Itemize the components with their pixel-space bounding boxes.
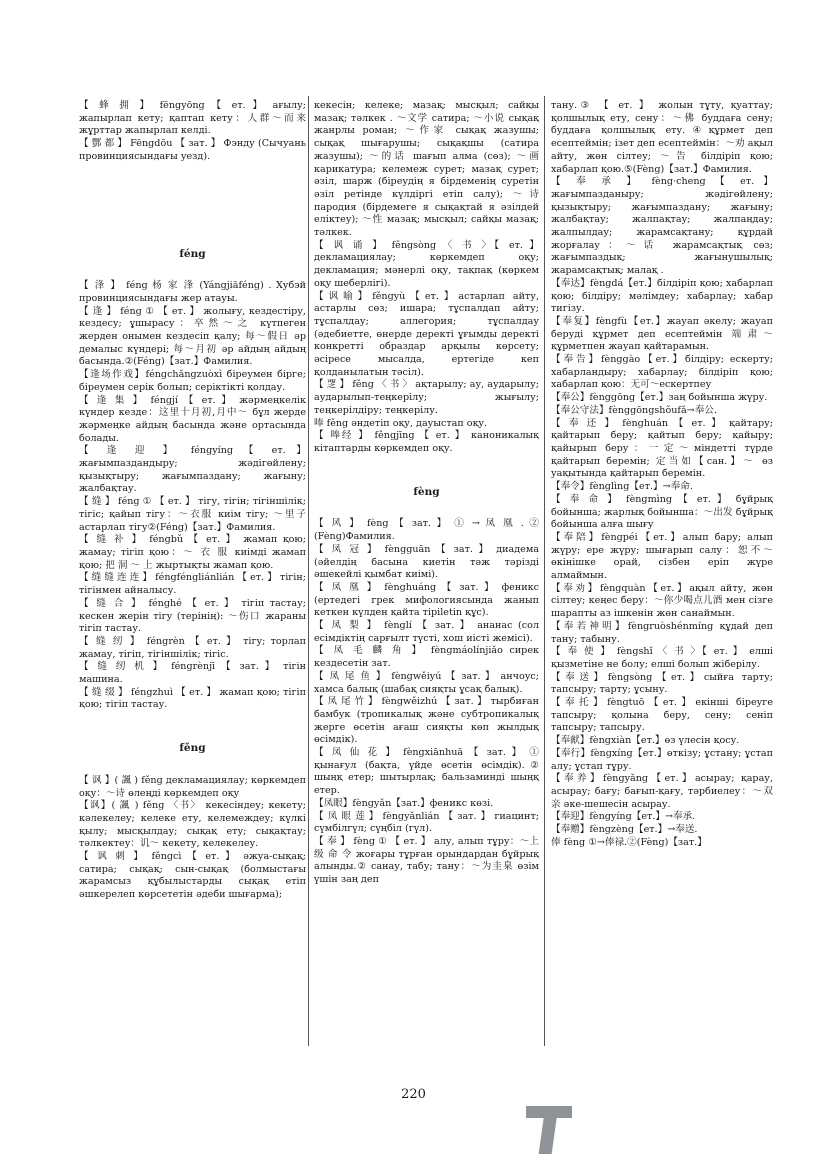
dictionary-entry: 【奉托】fèngtuō【ет.】екінші біреуге тапсыру; қолына беру, сену; сеніп тапсыру; тапсыру. (551, 697, 773, 734)
dictionary-entry: 【奉行】fèngxíng【ет.】өткізу; ұстану; ұстап алу; ұстап тұру. (551, 747, 773, 772)
dictionary-entry: тану.③ 【 ет. 】 жолын тұту, қуаттау; қолшылық ету, сену：～佛 буддаға сену; буддаға қолшылық ету.④құрмет деп есептеймін; ізет деп есептеймін：～劝 ақыл айту, жөн сілтеу; ～告 білдіріп қою; хабарлап қою.⑤(Fèng)【зат.】Фамилия. (551, 100, 773, 175)
dictionary-entry: 【 缝 缀 】 féngzhuì 【 ет. 】 жамап қою; тігіп қою; тігіп тастау. (79, 686, 306, 711)
entry-list (79, 280, 306, 712)
dictionary-entry: 【讽喻】fěngyù【ет.】астарлап айту, астарлы сөз; ишара; тұспалдап айту; тұспалдау; аллегория; тұспалдау (әдебиетте, өнерде деректі ұғымды деректі конкретті образдар арқылы көрсету; әсіресе мысалда, ертегіде кеп қолданылатын тәсіл). (314, 290, 539, 378)
column-3 (551, 100, 773, 849)
entry-list (314, 518, 539, 886)
entry-list (314, 100, 539, 456)
dictionary-entry: 【凤眼莲】fèngyǎnlián【зат.】гиацинт; сүмбілгүл; сүңбіл (гүл). (314, 810, 539, 835)
dictionary-entry: 【奉迎】fèngyíng【ет.】→奉承. (551, 811, 696, 823)
dictionary-entry: 【 奉 命 】 fèngmìng 【 ет. 】 бұйрық бойынша; жарлық бойынша：～出发 бұйрық бойынша алға шығу (551, 493, 773, 531)
dictionary-entry: 【奉达】fèngdá【ет.】білдіріп қою; хабарлап қою; білдіру; мәлімдеу; хабарлау; хабар тигізу. (551, 277, 773, 315)
dictionary-entry: 【奉送】fèngsòng【ет.】сыйға тарту; тапсыру; тарту; ұсыну. (551, 671, 773, 696)
dictionary-entry: 【奉养】fèngyǎng【ет.】асырау; қарау, асырау; бағу; бағып-қағу, тәрбиелеу：～双亲 әке-шешесін асырау. (551, 773, 773, 810)
dictionary-entry: кекесін; келеке; мазақ; мысқыл; сайқы мазақ; тәлкек . ～文学 сатира; ～小说 сықақ жанрлы роман; ～作家 сықақ жазушы; сықақ шығарушы; сықақшы (сатира жазушы); ～的话 шағып алма (сөз); ～画 карикатура; келемеж сурет; мазақ сурет; әзіл, шарж (біреудің я бірдеменің суретін әзіл ретінде күлдіргі етіп салу); ～诗 пародия (бірдемеге я сықақтай я әзілдей еліктеу); ～性 мазақ; мысқыл; сайқы мазақ; тәлкек. (314, 100, 539, 239)
dictionary-entry: 【 风 】 fèng 【 зат. 】 ① → 凤 凰 . ② (Fèng)Фамилия. (314, 518, 539, 543)
dictionary-entry: 【 奉 还 】 fènghuán 【 ет. 】 қайтару; қайтарып беру; қайтып беру; қайыру; қайырып беру：一定～міндетті түрде қайтарып беремін; 定当如【сан.】～ өз уақытында қайтарып беремін. (551, 417, 773, 480)
page-number: 220 (401, 1087, 426, 1102)
dictionary-entry: 【缝缝连连】féngféngliánlián【ет.】тігін; тігінмен айналысу. (79, 572, 306, 597)
section-header: féng (179, 247, 206, 260)
dictionary-entry: 【 讽 】( 諷 ) fěng декламациялау; көркемдеп оқу：～诗 өлеңді көркемдеп оқу (79, 774, 306, 799)
dictionary-entry: 【 唪经 】 fěngjīng 【 ет. 】 каноникалық кітаптарды көркемдеп оқу. (314, 430, 539, 454)
dictionary-entry: 【奉若神明】fèngruòshénmíng құдай деп тану; табыну. (551, 620, 773, 645)
dictionary-entry: 【 讽 刺 】 fěngcì 【 ет. 】 әжуа-сықақ; сатира; сықақ; сын-сықақ (болмыстағы жарамсыз құбылыстарды сықақ етіп әшкерелеп көрсететін әдеби шығарма); (79, 851, 306, 901)
dictionary-entry: 【 凤 尾 竹 】 fèngwěizhú 【 зат. 】 тырбиған бамбук (тропикалық және субтропикалық жерге өсетін ағаш сияқты көп жылдық өсімдік). (314, 696, 539, 746)
dictionary-entry: 【 缝 纫 】 féngrèn 【 ет. 】 тігу; торлап жамау, тігіп, тігіншілік; тігіс. (79, 635, 306, 660)
dictionary-entry: 【 凤 仙 花 】 fèngxiānhuā 【 зат. 】 ① қынағул (бақта, үйде өсетін өсімдік).② шыңқ етер; шытырлақ; бальзаминді шыңқ етер. (314, 747, 539, 797)
entry-list (551, 100, 773, 849)
dictionary-entry: 【奉劝】fèngquàn【ет.】ақыл айту, жөн сілтеу; кеңес беру：～你少喝点儿酒 мен сізге шарапты аз ішкенін жөн санаймын. (551, 582, 773, 620)
dictionary-entry: 【讽】( 諷 ) fěng 〈书〉 кекесіндеу; кекету; кәлекелеу; келеке ету, келемеждеу; күлкі қылу; мысқылдау; сықақ ету; сықақтау; тәлкектеу：讥～ кекету, келекелеу. (79, 800, 306, 850)
section-header: fěng (179, 742, 206, 755)
column-divider (544, 96, 545, 1046)
dictionary-entry: 【奉献】fèngxiàn【ет.】өз үлесін қосу. (551, 735, 740, 747)
dictionary-entry: 【 逢 迎 】 féngyíng 【 ет. 】 жағымпаздандыру; жәдігөйлену; қызықтыру; жағымпаздану; жағыну; жалбақтау. (79, 445, 306, 495)
dictionary-entry: 【 逢 】 féng ① 【 ет. 】 жолығу, кездестіру, кездесу; ұшырасу：卒然～之 күтпеген жерден онымен кездесіп қалу; 每～假日 әр демалыс күндері; 每～月初 әр айдың айдың басында.②(Féng)【зат.】Фамилия. (79, 305, 306, 368)
dictionary-entry: 俸 fèng ①→俸禄.②(Fèng)【зат.】 (551, 836, 707, 848)
watermark-logo (520, 1098, 820, 1164)
dictionary-entry: 【 蜂 拥 】 fēngyōng 【 ет. 】 ағылу; жапырлап кету; қаптап кету：人群～而来 жұрттар жапырлап келді. (79, 100, 306, 137)
dictionary-entry: 【 逢 集 】 féngjí 【 ет. 】 жәрмеңкелік күндер кезде：这里十月初,月中～ бұл жерде жәрмеңке айдың басында және ортасында болады. (79, 394, 306, 444)
dictionary-entry: 【 缝 合 】 fénghé 【 ет. 】 тігіп тастау; кескен жерін тігу (терінің): ～伤口 жараны тігіп тастау. (79, 597, 306, 635)
column-divider (308, 96, 309, 1046)
column-1 (79, 100, 306, 902)
dictionary-entry: 【 奉 承 】 fèng·cheng 【 ет. 】 жағымпазданыру; жәдігөйлену; қызықтыру; жағымпаздану; жағыну; жалбақтау; жалпақтау; жалпаңдау; жалпылдау; жарамсақтану; құрдай жорғалау：～话 жарамсақтық сөз; жағымпаздық; жағынушылық; жарамсақтық; малақ . (551, 176, 773, 277)
dictionary-entry: 【奉令】fènglìng【ет.】→奉命. (551, 481, 693, 493)
dictionary-entry: 【 缝 】 féng ① 【 ет. 】 тігу, тігін; тігіншілік; тігіс; қайып тігу：～衣服 киім тігу; ～里子 астарлап тігу②(Féng)【зат.】Фамилия. (79, 496, 306, 533)
dictionary-entry: 【 奉 使 】 fèngshǐ 〈 书 〉【 ет. 】 елші қызметіне не болу; елші болып жіберілу. (551, 646, 773, 670)
dictionary-entry: 【 浲 】 féng 杨 家 浲 (Yángjiāféng) . Хубэй провинциясындағы жер атауы. (79, 280, 306, 304)
dictionary-entry: 【奉复】fèngfù【ет.】жауап әкелу; жауап беруді құрмет деп есептеймін 端肃～құрметпен жауап қайтарамын. (551, 315, 773, 353)
dictionary-entry: 【奉告】fènggào【ет.】білдіру; ескерту; хабарландыру; хабарлау; білдіріп қою; хабарлап қою：无可～ескертпеу (551, 354, 773, 391)
dictionary-entry: 【 凤 凰 】 fènghuáng 【 зат. 】 феникс (ертедегі грек мифологиясында жанып кеткен күлден қайта тіріletin құс). (314, 581, 539, 619)
dictionary-entry: 【 奉 】 fèng ① 【 ет. 】 алу, алып тұру：～上 级 命 令 жоғары тұрған орындардан бұйрық алынды.② санау, табу; тану：～为圭臬 өзім үшін заң деп (314, 835, 539, 886)
section-header: fèng (413, 485, 440, 498)
dictionary-entry: 【奉公守法】fènggōngshǒufǎ→奉公. (551, 404, 717, 416)
dictionary-entry: 唪 fěng әндетіп оқу, дауыстап оқу. (314, 417, 488, 429)
dictionary-entry: 【 讽 诵 】 fěngsòng 〈 书 〉【 ет. 】 декламациялау; көркемдеп оқу; декламация; мәнерлі оқу, тақпақ (көркем оқу шеберлігі). (314, 239, 539, 289)
dictionary-entry: 【 凤 冠 】 fèngguān 【 зат. 】 диадема (әйелдің басына киетін тәж тәрізді әшекейлі қымбат киімі). (314, 543, 539, 581)
entry-list (79, 100, 306, 164)
dictionary-entry: 【 凤 梨 】 fènglí 【 зат. 】 ананас (сол есімдіктің сарғылт түсті, хош иісті жемісі). (314, 620, 539, 644)
dictionary-entry: 【 凤 尾 鱼 】 fèngwěiyú 【 зат. 】 анчоус; хамса балық (шабақ сияқты ұсақ балық). (314, 670, 539, 695)
column-2 (314, 100, 539, 887)
dictionary-entry: 【 凤 毛 麟 角 】 fèngmáolínjiǎo сирек кездесетін зат. (314, 645, 539, 670)
dictionary-entry: 【奉公】fènggōng【ет.】заң бойынша жүру. (551, 392, 768, 404)
dictionary-entry: 【 酆 都 】 Fēngdōu 【 зат. 】 Фэнду (Сычуань провинциясындағы уезд). (79, 138, 306, 162)
dictionary-entry: 【 覂 】 fěng 〈 书 〉 ақтарылу; ау, аударылу; аударылып-теңкерілу; жығылу; теңкерілдіру; теңкерілу. (314, 379, 539, 416)
dictionary-entry: 【 缝 纫 机 】 féngrènjī 【 зат. 】 тігін машина. (79, 661, 306, 686)
entry-list (79, 775, 306, 902)
dictionary-entry: 【奉陪】fèngpéi【ет.】алып бару; алып жүру; ере жүру; шығарып салу：恕不～өкінішке орай, сізбен еріп жүре алмаймын. (551, 531, 773, 582)
dictionary-entry: 【逢场作戏】féngchǎngzuòxì біреумен бірге; біреумен серік болып; серіктікті қолдау. (79, 369, 306, 393)
dictionary-entry: 【凤眼】fèngyǎn【зат.】феникс көзі. (314, 797, 494, 809)
dictionary-entry: 【奉赠】fèngzèng【ет.】→奉送. (551, 824, 698, 836)
dictionary-entry: 【 缝 补 】 féngbǔ 【 ет. 】 жамап қою; жамау; тігіп қою：～ 衣 服 киімді жамап қою; 把 洞 ～ 上 жыртықты жамап қою. (79, 534, 306, 571)
